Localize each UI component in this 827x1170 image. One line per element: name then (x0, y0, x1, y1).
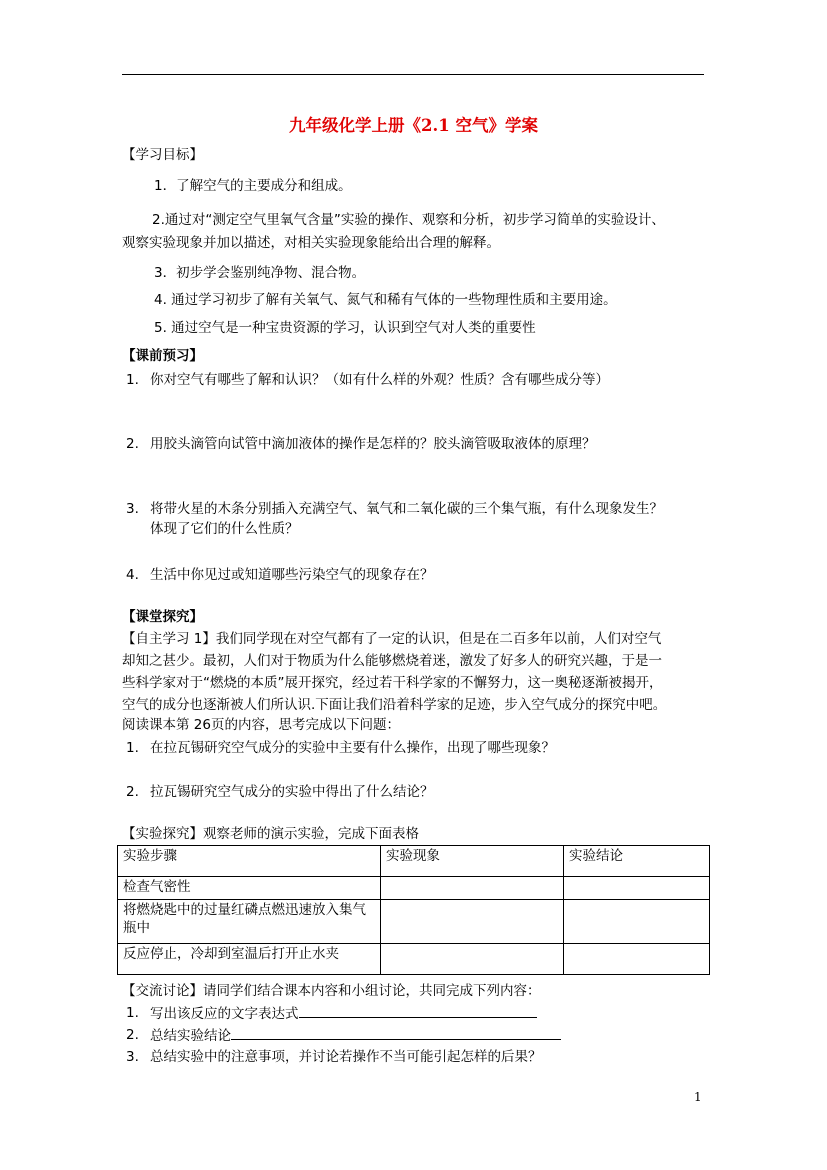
self-study-line: 阅读课本第 26页的内容，思考完成以下问题： (122, 717, 400, 733)
discussion-item (150, 1004, 537, 1023)
study-question: 在拉瓦锡研究空气成分的实验中主要有什么操作，出现了哪些现象？ (150, 740, 555, 756)
table-header-row (118, 846, 710, 877)
discussion-number: 3. (126, 1049, 139, 1065)
cell-step: 检查气密性 (118, 877, 381, 900)
discussion-item-label: 写出该反应的文字表达式 (150, 1006, 299, 1022)
experiment-intro: 【实验探究】观察老师的演示实验，完成下面表格 (122, 826, 419, 842)
self-study-line: 空气的成分也逐渐被人们所认识.下面让我们沿着科学家的足迹，步入空气成分的探究中吧。 (122, 697, 667, 713)
answer-blank[interactable] (231, 1026, 561, 1040)
goal-item: 5. 通过空气是一种宝贵资源的学习，认识到空气对人类的重要性 (154, 320, 536, 336)
header-rule (122, 74, 704, 75)
goal-item: 2.通过对“测定空气里氧气含量”实验的操作、观察和分析，初步学习简单的实验设计、 (152, 212, 665, 228)
table-row (118, 877, 710, 900)
goal-item: 4. 通过学习初步了解有关氧气、氮气和稀有气体的一些物理性质和主要用途。 (154, 292, 617, 308)
preview-number: 3. (126, 501, 139, 517)
cell-conclusion (564, 900, 710, 944)
discussion-item-label: 总结实验结论 (150, 1028, 231, 1044)
cell-conclusion (564, 877, 710, 900)
discussion-item (150, 1026, 561, 1045)
answer-blank[interactable] (299, 1004, 537, 1018)
self-study-line: 些科学家对于“燃烧的本质”展开探究，经过若干科学家的不懈努力，这一奥秘逐渐被揭开， (122, 675, 663, 691)
experiment-table (117, 845, 710, 975)
preview-number: 2. (126, 436, 139, 452)
cell-step: 将燃烧匙中的过量红磷点燃迅速放入集气瓶中 (118, 900, 381, 944)
goal-item: 3．初步学会鉴别纯净物、混合物。 (154, 265, 366, 281)
goal-item: 1．了解空气的主要成分和组成。 (154, 178, 352, 194)
cell-phenomenon (381, 900, 564, 944)
preview-question: 用胶头滴管向试管中滴加液体的操作是怎样的？胶头滴管吸取液体的原理？ (150, 436, 596, 452)
discussion-intro: 【交流讨论】请同学们结合课本内容和小组讨论，共同完成下列内容： (122, 983, 541, 999)
header-phenomenon: 实验现象 (381, 846, 564, 877)
header-conclusion: 实验结论 (564, 846, 710, 877)
cell-step: 反应停止，冷却到室温后打开止水夹 (118, 944, 381, 975)
page-number: 1 (694, 1090, 702, 1104)
explore-heading: 【课堂探究】 (122, 609, 203, 625)
preview-question: 你对空气有哪些了解和认识？（如有什么样的外观？性质？含有哪些成分等） (150, 372, 609, 388)
discussion-item: 总结实验中的注意事项，并讨论若操作不当可能引起怎样的后果？ (150, 1049, 542, 1065)
self-study-line: 却知之甚少。最初，人们对于物质为什么能够燃烧着迷，激发了好多人的研究兴趣，于是一 (122, 653, 662, 669)
discussion-number: 1. (126, 1005, 139, 1021)
header-step: 实验步骤 (118, 846, 381, 877)
table-row (118, 900, 710, 944)
preview-question: 将带火星的木条分别插入充满空气、氧气和二氧化碳的三个集气瓶，有什么现象发生？ (150, 501, 663, 517)
cell-phenomenon (381, 944, 564, 975)
self-study-line: 【自主学习 1】我们同学现在对空气都有了一定的认识，但是在二百多年以前，人们对空气 (122, 631, 662, 647)
goals-heading: 【学习目标】 (122, 147, 203, 163)
cell-phenomenon (381, 877, 564, 900)
preview-heading: 【课前预习】 (122, 348, 203, 364)
cell-conclusion (564, 944, 710, 975)
study-question-number: 2. (126, 784, 139, 800)
study-question: 拉瓦锡研究空气成分的实验中得出了什么结论？ (150, 784, 434, 800)
preview-number: 1. (126, 372, 139, 388)
study-question-number: 1. (126, 740, 139, 756)
preview-question-continued: 体现了它们的什么性质？ (150, 521, 299, 537)
preview-question: 生活中你见过或知道哪些污染空气的现象存在？ (150, 567, 434, 583)
document-title: 九年级化学上册《2.1 空气》学案 (289, 116, 538, 135)
table-row (118, 944, 710, 975)
goal-item-continued: 观察实验现象并加以描述，对相关实验现象能给出合理的解释。 (122, 235, 500, 251)
preview-number: 4. (126, 567, 139, 583)
discussion-number: 2. (126, 1027, 139, 1043)
